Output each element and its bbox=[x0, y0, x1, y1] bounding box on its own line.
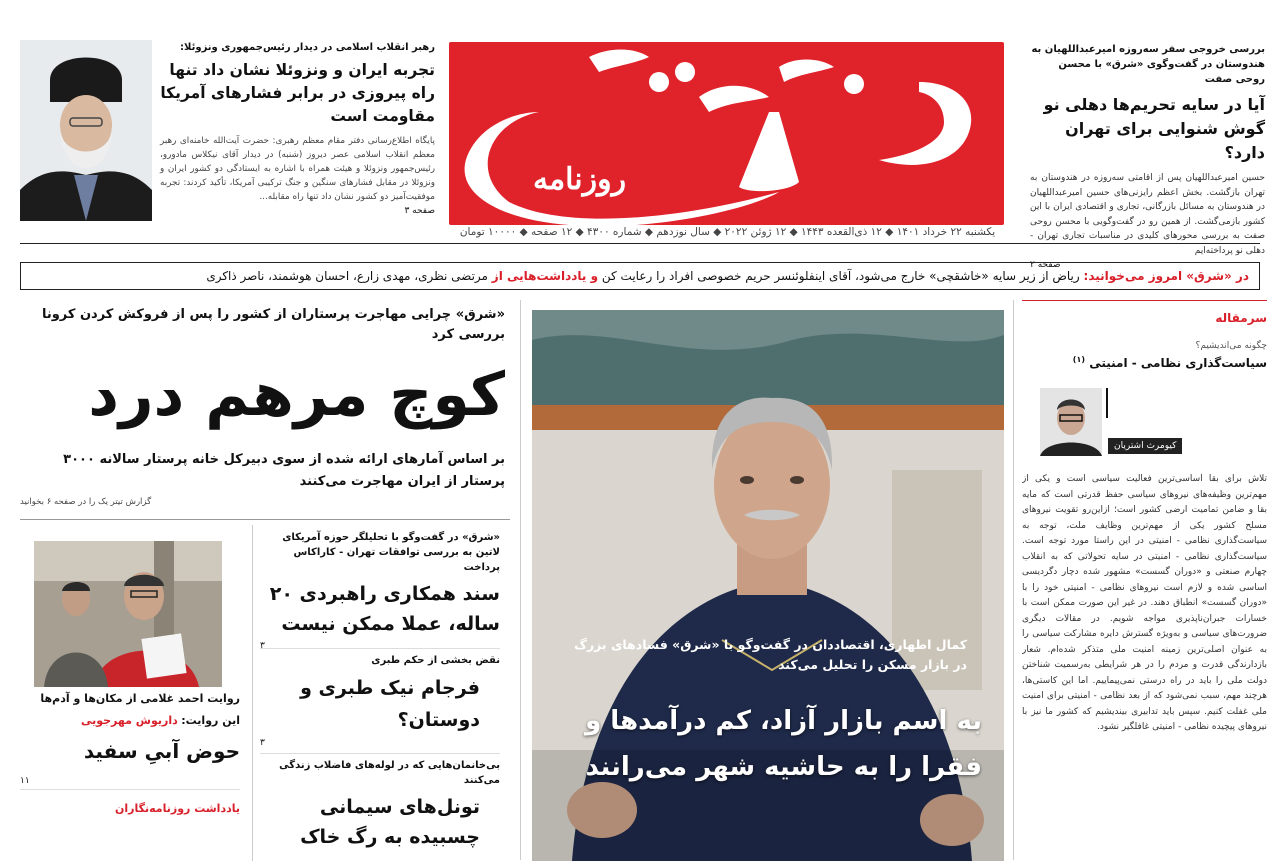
rule bbox=[20, 519, 510, 520]
editorial-kicker: چگونه می‌اندیشیم؟ bbox=[1195, 341, 1267, 351]
story-kicker: نقض بخشی از حکم طبری bbox=[371, 655, 500, 666]
page-ref: صفحه ۳ bbox=[404, 206, 435, 216]
list-item[interactable] bbox=[260, 530, 500, 651]
top-right-story[interactable] bbox=[1030, 42, 1265, 273]
story-kicker: رهبر انقلاب اسلامی در دیدار رئیس‌جمهوری ونزوئلا: bbox=[180, 42, 435, 53]
story-headline[interactable]: تجربه ایران و ونزوئلا نشان داد تنها راه پیروزی در برابر فشارهای آمریکا مقاومت است bbox=[160, 61, 435, 125]
logo-subtitle: روزنامه bbox=[533, 162, 627, 197]
masthead-logo bbox=[449, 42, 1004, 225]
photo-headline[interactable]: به اسم بازار آزاد، کم درآمدها و فقرا را به حاشیه شهر می‌رانند bbox=[585, 706, 982, 782]
lead-ref: گزارش تیتر یک را در صفحه ۶ بخوانید bbox=[20, 497, 152, 507]
page-ref: ۱۱ bbox=[20, 774, 240, 790]
story-kicker: «شرق» در گفت‌وگو با تحلیلگر حوزه آمریکای لاتین به بررسی توافقات تهران - کاراکاس پرداخت bbox=[282, 532, 500, 573]
rule bbox=[20, 243, 1260, 244]
story-headline[interactable]: آیا در سایه تحریم‌ها دهلی نو گوش شنوایی برای تهران دارد؟ bbox=[1043, 95, 1265, 162]
ticker-text[interactable]: ریاض از زیر سایه «خاشقچی» خارج می‌شود، آقای اینفلوئنسر حریم خصوصی افراد را رعایت کن bbox=[601, 269, 1080, 283]
main-photo[interactable] bbox=[532, 310, 1004, 861]
leader-portrait bbox=[20, 40, 152, 221]
feature-narrator: این روایت: داریوش مهرجویی bbox=[80, 714, 240, 727]
page-ref: ۳ bbox=[260, 641, 265, 651]
story-body: حسین امیرعبداللهیان پس از اقامتی سه‌روزه در هندوستان به تهران بازگشت. بخش اعظم رایزنی‌های حسین امیرعبداللهیان در هندوستان به مسائل بازرگانی، تجاری و اقتصادی ایران با این کشور بازمی‌گشت. از همین رو در گفت‌وگویی با محسن روحی صفت به بررسی محورهای کلیدی در مناسبات تجاری تهران - دهلی نو پرداخته‌ایم bbox=[1030, 173, 1265, 256]
feature-headline[interactable]: حوض آبیِ سفید bbox=[83, 739, 240, 763]
page-ref: ۳ bbox=[260, 738, 265, 748]
photo-caption: کمال اطهاری، اقتصاددان در گفت‌وگو با «شرق» فسادهای بزرگ در بازار مسکن را تحلیل می‌کند bbox=[574, 637, 967, 672]
editorial-headline[interactable]: سیاست‌گذاری نظامی - امنیتی $^{(۱)}$ bbox=[1072, 355, 1267, 370]
film-director-photo[interactable] bbox=[34, 541, 222, 687]
ticker-notes-label: و یادداشت‌هایی از bbox=[491, 269, 599, 283]
story-headline[interactable]: تونل‌های سیمانی چسبیده به رگ خاک bbox=[300, 796, 480, 848]
ticker-notes[interactable]: مرتضی نظری، مهدی زارع، احسان هوشمند، ناصر ذاکری bbox=[206, 269, 488, 283]
section-label: یادداشت روزنامه‌نگاران bbox=[114, 802, 240, 815]
story-headline[interactable]: سند همکاری راهبردی ۲۰ ساله، عملا ممکن نیست bbox=[269, 583, 500, 635]
section-label: سرمقاله bbox=[1215, 311, 1267, 325]
feature-kicker: روایت احمد غلامی از مکان‌ها و آدم‌ها bbox=[40, 692, 240, 705]
author-tag: کیومرث اشتریان bbox=[1108, 438, 1182, 454]
list-item[interactable] bbox=[260, 753, 500, 852]
lead-kicker: «شرق» چرایی مهاجرت پرستاران از کشور را پس از فروکش کردن کرونا بررسی کرد bbox=[41, 307, 505, 342]
editorial-column bbox=[1022, 300, 1267, 842]
logo-calligraphy bbox=[449, 42, 1004, 225]
list-item[interactable] bbox=[260, 648, 500, 753]
story-headline[interactable]: فرجام نیک طبری و دوستان؟ bbox=[300, 677, 480, 731]
page-ref: صفحه ۲ bbox=[1030, 260, 1061, 270]
columnist-portrait bbox=[1040, 388, 1102, 456]
lead-headline[interactable]: کوچ مرهم درد bbox=[88, 360, 505, 430]
lead-dek: بر اساس آمارهای ارائه شده از سوی دبیرکل خانه پرستار سالانه ۳۰۰۰ پرستار از ایران مهاجرت می‌کنند bbox=[63, 452, 505, 489]
today-in-paper-bar bbox=[20, 262, 1260, 290]
story-body: پایگاه اطلاع‌رسانی دفتر مقام معظم رهبری: حضرت آیت‌الله خامنه‌ای رهبر معظم انقلاب اسلامی عصر دیروز (شنبه) در دیدار آقای نیکلاس مادورو، رئیس‌جمهور ونزوئلا و هیئت همراه با اشاره به ایستادگی دو کشور ایران و ونزوئلا در مقابل فشارهای سنگین و جنگ ترکیبی آمریکا، تأکید کردند: تجربه موفقیت‌آمیز دو کشور نشان داد تنها راه مقابله... bbox=[160, 136, 435, 202]
lead-story[interactable] bbox=[20, 305, 505, 509]
top-left-story[interactable] bbox=[160, 40, 435, 219]
story-kicker: بررسی خروجی سفر سه‌روزه امیرعبداللهیان به هندوستان در گفت‌وگوی «شرق» با محسن روحی صفت bbox=[1031, 44, 1265, 85]
dateline: یکشنبه ۲۲ خرداد ۱۴۰۱ ◆ ۱۲ ذی‌القعده ۱۴۴۳ ◆ ۱۲ ژوئن ۲۰۲۲ ◆ سال نوزدهم ◆ شماره ۴۳۰۰ ◆ ۱۲ صفحه ◆ ۱۰۰۰۰ تومان bbox=[459, 226, 996, 238]
editorial-body: تلاش برای بقا اساسی‌ترین فعالیت سیاسی است و یکی از مهم‌ترین وظیفه‌های نیروهای سیاسی حفظ قدرتی است که مایه بقا و ضامن تمامیت ارضی کشور است؛ ازاین‌رو تقویت نیروهای مسلح کشور یکی از مهم‌ترین وظایف ملت، توجه به سیاست‌گذاری نظامی - امنیتی در این راستا مورد توجه است. سیاست‌گذاری نظامی - امنیتی در سایه تحولاتی که به انقلاب چهارم صنعتی و «دوران گسست» مشهور شده دچار دگردیسی اساسی شده و لازم است نیروهای نظامی - امنیتی خود را با «دوران گسست» انطباق دهند. در غیر این صورت ممکن است با خسارات جبران‌ناپذیری مواجه شویم. در مقالات دیگری ضرورت‌های سیاسی و به‌ویژه گسترش دایره مشارکت سیاسی را به عنوان اصلی‌ترین زمینه امنیت ملی متذکر شده‌ام. شعار بازدارندگی قدرت و مردم را در هر شرایطی به‌رسمیت شناختن دولت ملی را باید در راه درستی نمی‌پیماییم. اما این کاستی‌ها، هرچند مهم، سبب نمی‌شود که از بعد نظامی - امنیتی برای امنیت ملی غفلت کنیم. سپس باید تدابیری بیندیشیم که کشور ما نیز با نیروهای پیچیده نظامی - امنیتی غافلگیر نشود. bbox=[1022, 474, 1267, 732]
ticker-label: در «شرق» امروز می‌خوانید: bbox=[1083, 269, 1249, 283]
story-list bbox=[260, 530, 500, 852]
left-feature[interactable] bbox=[20, 690, 240, 820]
story-kicker: بی‌خانمان‌هایی که در لوله‌های فاضلاب زندگی می‌کنند bbox=[279, 760, 500, 786]
